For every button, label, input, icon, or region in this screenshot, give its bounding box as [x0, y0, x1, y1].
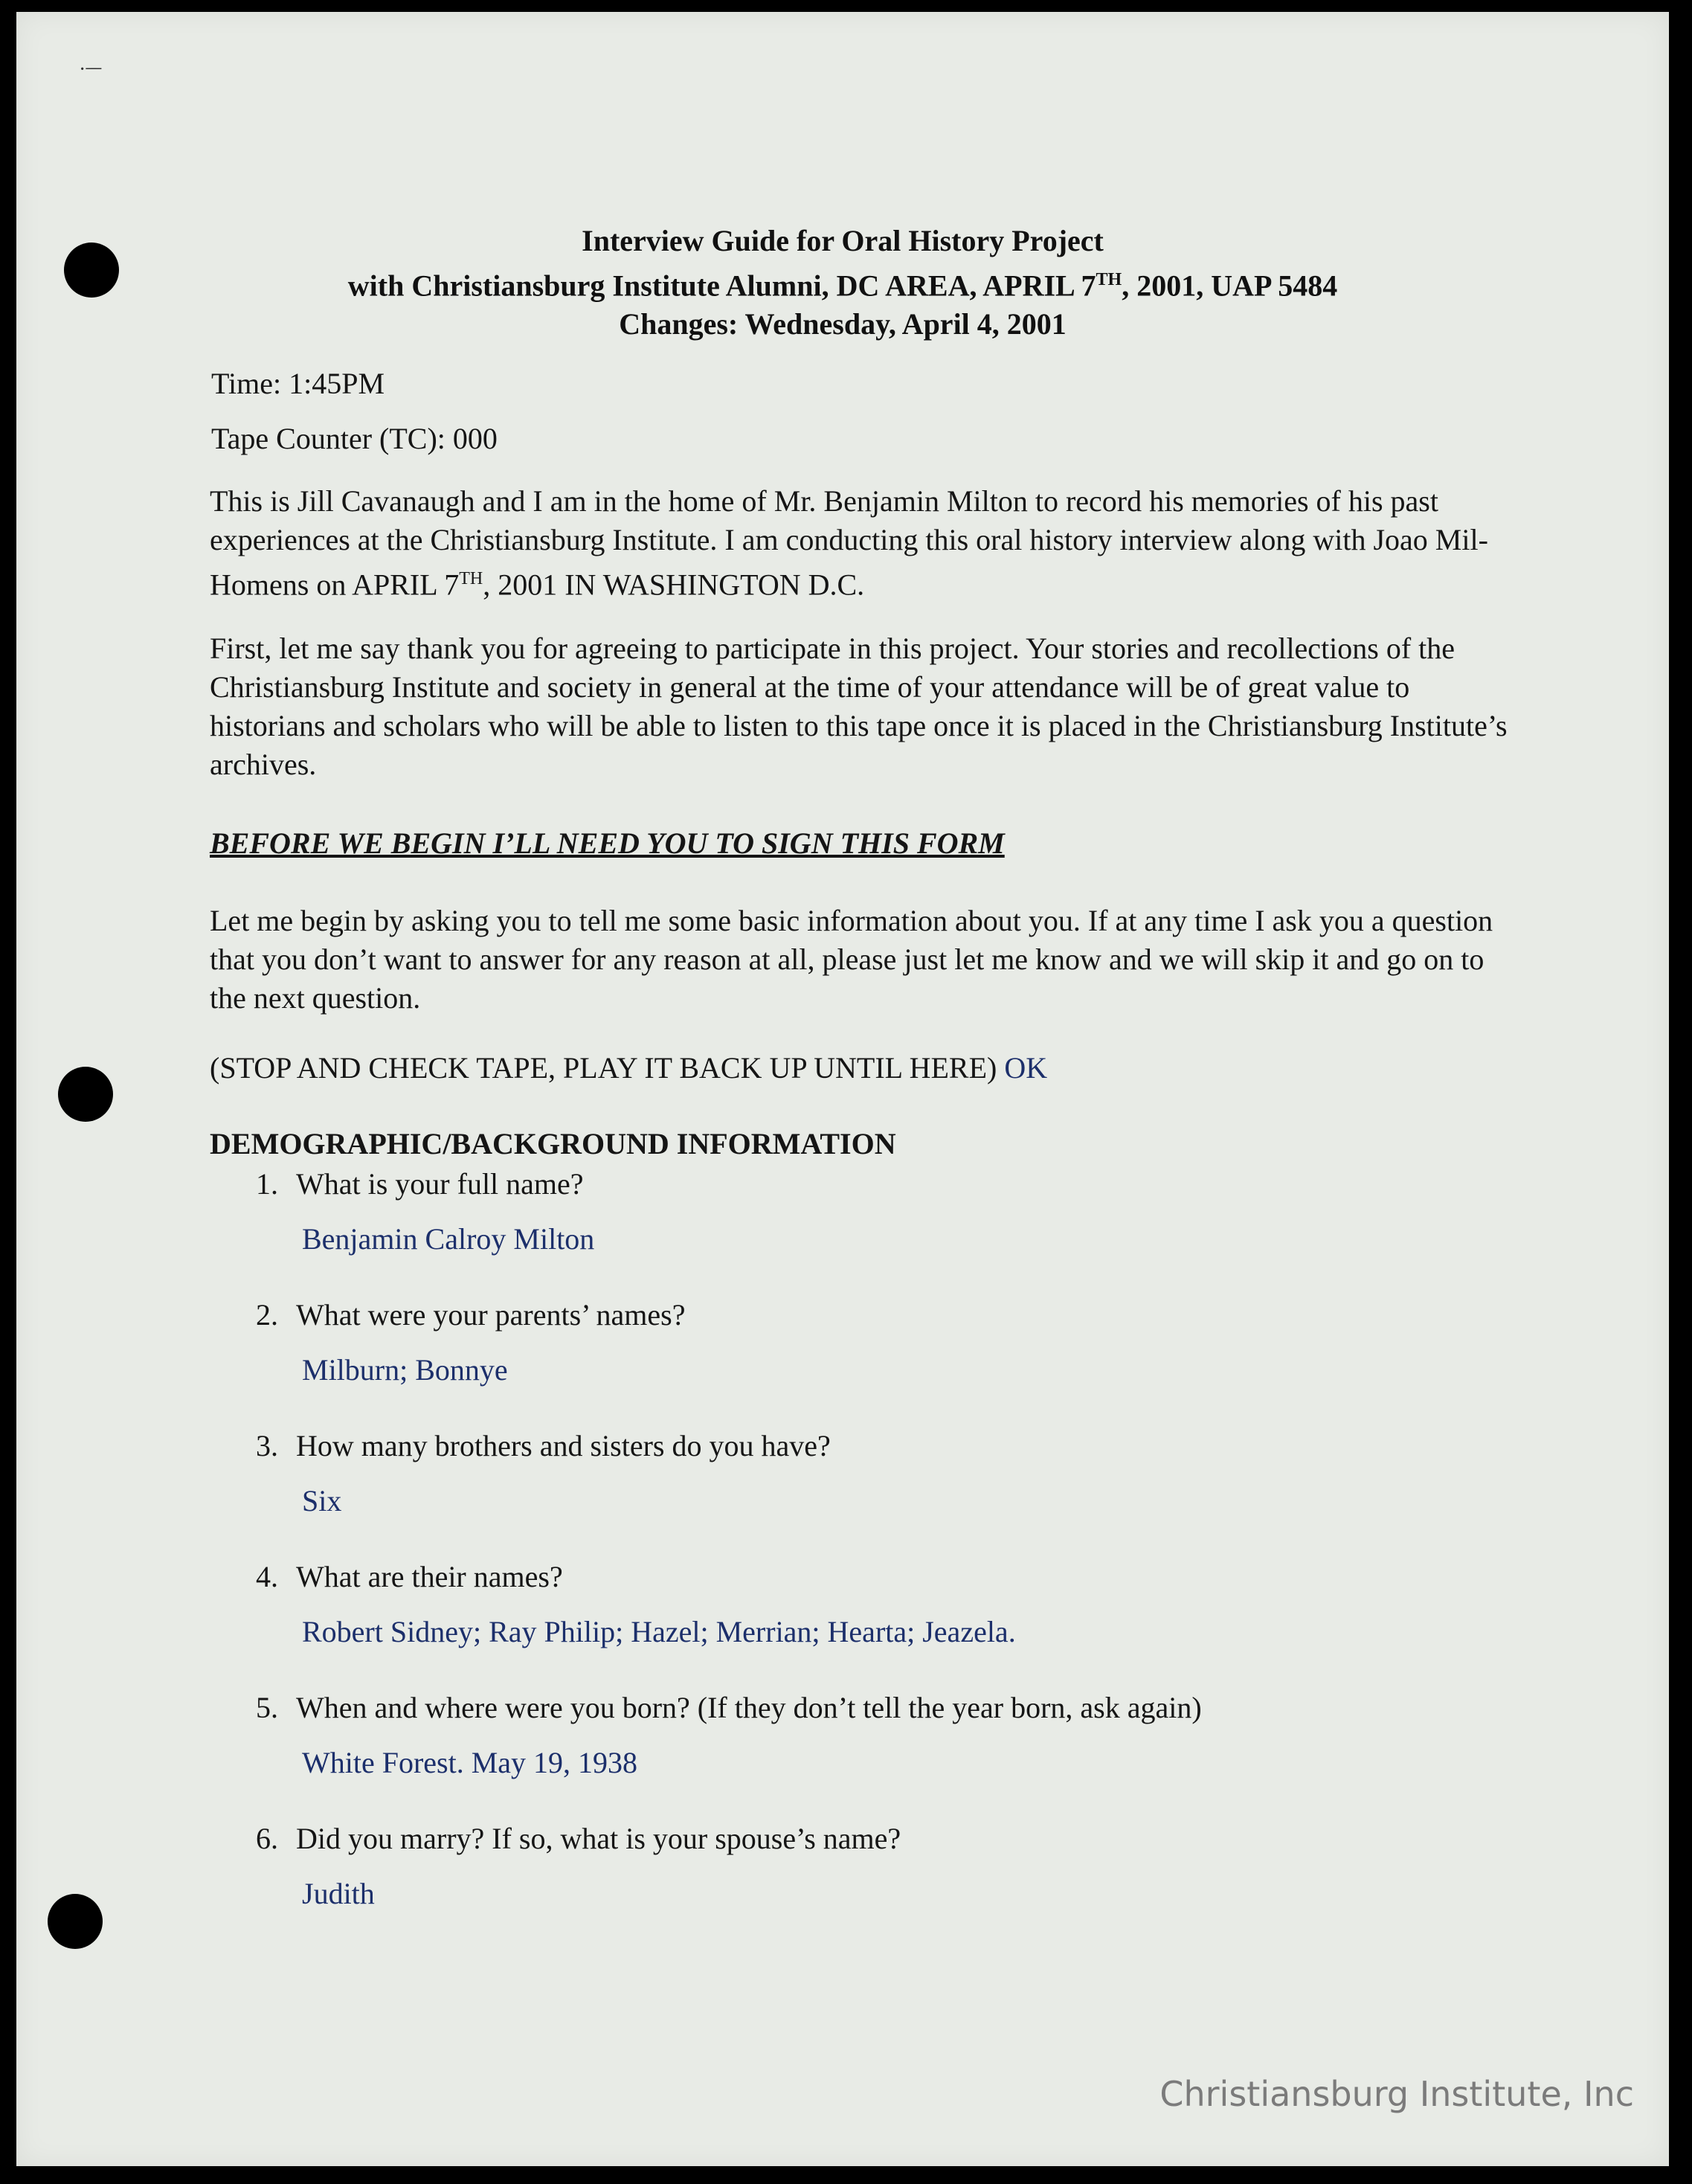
- header-subtitle: with Christiansburg Institute Alumni, DC AREA, APRIL 7TH, 2001, UAP 5484: [347, 269, 1338, 303]
- answer-item: Milburn; Bonnye: [302, 1353, 508, 1387]
- answer-item: Six: [302, 1484, 342, 1517]
- stop-check-line: (STOP AND CHECK TAPE, PLAY IT BACK UP UNTIL HERE) OK: [210, 1051, 1048, 1085]
- time-line: Time: 1:45PM: [211, 367, 385, 400]
- header-changes-date: Changes: Wednesday, April 4, 2001: [619, 307, 1067, 341]
- binder-hole-middle: [58, 1067, 113, 1122]
- question-item: 6. Did you marry? If so, what is your spouse’s name?: [256, 1822, 901, 1855]
- sign-form-heading: BEFORE WE BEGIN I’LL NEED YOU TO SIGN THIS FORM: [210, 826, 1005, 860]
- thanks-paragraph: First, let me say thank you for agreeing to participate in this project. Your stories and recollections of the Christiansburg Institute and society in general at the time of your attendance will be of great value to historians and scholars who will be able to listen to this tape once it is placed in the Christiansburg Institute’s archives.: [210, 632, 1508, 781]
- answer-item: Benjamin Calroy Milton: [302, 1222, 595, 1256]
- answer-item: Judith: [302, 1877, 375, 1910]
- document-page: [16, 12, 1669, 2166]
- binder-hole-bottom: [48, 1894, 103, 1949]
- document-header: [16, 222, 1669, 344]
- answer-item: Robert Sidney; Ray Philip; Hazel; Merrian; Hearta; Jeazela.: [302, 1615, 1016, 1648]
- intro-paragraph: This is Jill Cavanaugh and I am in the home of Mr. Benjamin Milton to record his memories of his past experiences at the Christiansburg Institute. I am conducting this oral history interview along with Joao Mil-Homens on APRIL 7TH, 2001 IN WASHINGTON D.C.: [210, 484, 1488, 602]
- header-title: Interview Guide for Oral History Project: [582, 224, 1104, 257]
- begin-paragraph: Let me begin by asking you to tell me some basic information about you. If at any time I ask you a question that you don’t want to answer for any reason at all, please just let me know and we will skip it and go on to the next question.: [210, 904, 1493, 1015]
- question-item: 5. When and where were you born? (If they don’t tell the year born, ask again): [256, 1691, 1202, 1724]
- stray-mark: · ̶ ̶: [79, 58, 97, 81]
- question-item: 2. What were your parents’ names?: [256, 1298, 686, 1332]
- question-item: 1. What is your full name?: [256, 1167, 584, 1201]
- watermark: Christiansburg Institute, Inc: [1159, 2074, 1634, 2114]
- section-title: DEMOGRAPHIC/BACKGROUND INFORMATION: [210, 1127, 896, 1160]
- question-item: 3. How many brothers and sisters do you have?: [256, 1429, 831, 1462]
- tape-counter-line: Tape Counter (TC): 000: [211, 422, 498, 455]
- question-item: 4. What are their names?: [256, 1560, 563, 1593]
- answer-item: White Forest. May 19, 1938: [302, 1746, 638, 1779]
